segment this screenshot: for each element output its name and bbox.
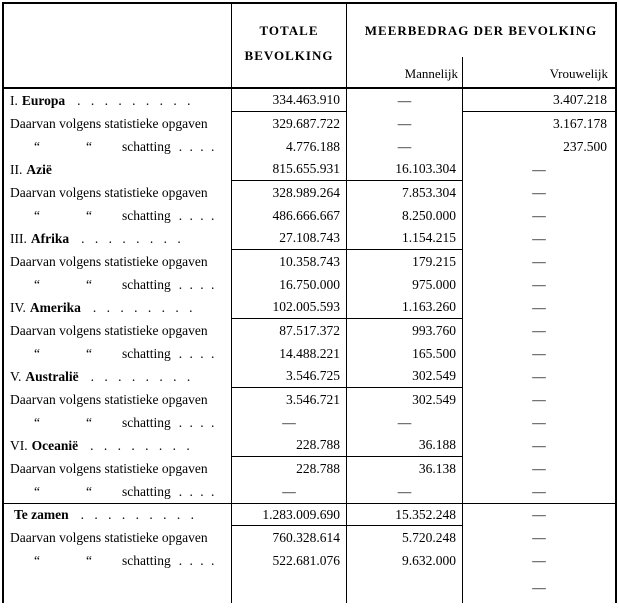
totale-bevolking-header	[232, 4, 347, 87]
row-label-prefix: III.	[10, 230, 27, 246]
dot-leader: . . . .	[178, 138, 215, 154]
vrouwelijk-cell: —	[532, 322, 546, 338]
dot-leader: . . . . . . . .	[90, 368, 191, 384]
meerbedrag-header-title: MEERBEDRAG DER BEVOLKING	[364, 23, 598, 38]
row-label	[4, 365, 232, 388]
table-body	[4, 89, 615, 603]
dot-leader: . . . .	[178, 414, 215, 430]
totale-bevolking-cell: 486.666.667	[232, 204, 347, 227]
ditto-mark: “	[34, 483, 40, 499]
table-row	[4, 158, 615, 181]
table-row	[4, 388, 615, 411]
totale-bevolking-cell: 815.655.931	[232, 158, 347, 181]
row-label	[4, 434, 232, 457]
vrouwelijk-cell: —	[532, 507, 546, 522]
totale-bevolking-cell: 228.788	[232, 457, 347, 480]
row-label	[4, 549, 232, 572]
table-row	[4, 135, 615, 158]
table-row	[4, 204, 615, 227]
row-label-name: Afrika	[30, 230, 70, 246]
vrouwelijk-cell: —	[532, 161, 546, 177]
totale-bevolking-cell	[232, 572, 347, 603]
row-label-prefix: I.	[10, 92, 18, 108]
mannelijk-cell: 8.250.000	[347, 204, 463, 227]
dot-leader: . . . .	[178, 207, 215, 223]
dot-leader: . . . . . . . .	[81, 230, 181, 246]
table-row	[4, 457, 615, 480]
row-label-text: schatting	[122, 207, 171, 223]
totale-header-line1: TOTALE	[259, 23, 319, 38]
meerbedrag-header-group	[347, 4, 615, 87]
totale-bevolking-cell: 4.776.188	[232, 135, 347, 158]
dot-leader: . . . . . . . .	[90, 437, 190, 453]
row-label	[4, 112, 232, 135]
totale-bevolking-cell: 87.517.372	[232, 319, 347, 342]
mannelijk-cell: 9.632.000	[347, 549, 463, 572]
table-row	[4, 572, 615, 603]
vrouwelijk-subheader: Vrouwelijk	[549, 66, 608, 81]
ditto-mark: “	[86, 207, 92, 223]
row-label	[4, 158, 232, 181]
totale-bevolking-cell: —	[232, 411, 347, 434]
row-label	[4, 480, 232, 503]
vrouwelijk-cell: —	[532, 207, 546, 223]
row-label-prefix: II.	[10, 161, 23, 177]
row-label	[4, 526, 232, 549]
table-row	[4, 411, 615, 434]
table-row	[4, 296, 615, 319]
ditto-mark: “	[86, 414, 92, 430]
row-label-text: Daarvan volgens statistieke opgaven	[10, 391, 208, 407]
ditto-mark: “	[34, 552, 40, 568]
vrouwelijk-cell: —	[532, 230, 546, 246]
dot-leader: . . . . . . . .	[92, 299, 193, 315]
row-label	[4, 342, 232, 365]
totale-bevolking-cell: —	[232, 480, 347, 503]
table-row	[4, 434, 615, 457]
vrouwelijk-cell: —	[532, 483, 546, 499]
row-label-name: Azië	[26, 161, 52, 177]
vrouwelijk-cell: 237.500	[563, 138, 607, 154]
ditto-mark: “	[34, 276, 40, 292]
mannelijk-cell: 302.549	[347, 365, 463, 388]
totale-bevolking-cell: 334.463.910	[232, 89, 347, 112]
vrouwelijk-cell: —	[532, 368, 546, 384]
table-row	[4, 250, 615, 273]
mannelijk-cell: 993.760	[347, 319, 463, 342]
vrouwelijk-cell: —	[532, 579, 546, 595]
ditto-mark: “	[34, 138, 40, 154]
row-label	[4, 227, 232, 250]
row-label-name: Australië	[25, 368, 79, 384]
dot-leader: . . . . . . . . .	[80, 507, 194, 522]
table-row	[4, 89, 615, 112]
table-row	[4, 549, 615, 572]
row-label-prefix: VI.	[10, 437, 28, 453]
table-row	[4, 227, 615, 250]
vrouwelijk-cell: —	[532, 529, 546, 545]
empty-corner-cell	[4, 4, 232, 87]
mannelijk-cell: 5.720.248	[347, 526, 463, 549]
row-label-name: Europa	[21, 92, 66, 108]
table-row	[4, 526, 615, 549]
ditto-mark: “	[34, 207, 40, 223]
vrouwelijk-cell: —	[532, 391, 546, 407]
meerbedrag-subheader-row	[347, 57, 615, 87]
mannelijk-cell: 1.154.215	[347, 227, 463, 250]
dot-leader: . . . . . . . . .	[77, 92, 191, 108]
mannelijk-cell: 7.853.304	[347, 181, 463, 204]
vrouwelijk-cell: —	[532, 184, 546, 200]
row-label-text: schatting	[122, 138, 171, 154]
vrouwelijk-cell: 3.167.178	[553, 115, 607, 131]
row-label-text: Daarvan volgens statistieke opgaven	[10, 322, 208, 338]
totale-bevolking-cell: 328.989.264	[232, 181, 347, 204]
mannelijk-cell: 302.549	[347, 388, 463, 411]
row-label-text: schatting	[122, 345, 171, 361]
mannelijk-subheader: Mannelijk	[347, 57, 463, 87]
row-label-text: Daarvan volgens statistieke opgaven	[10, 529, 208, 545]
dot-leader: . . . .	[178, 483, 215, 499]
row-label-name: Oceanië	[31, 437, 79, 453]
row-label	[4, 273, 232, 296]
mannelijk-cell: 1.163.260	[347, 296, 463, 319]
row-label	[4, 250, 232, 273]
totale-bevolking-cell: 14.488.221	[232, 342, 347, 365]
vrouwelijk-cell: —	[532, 460, 546, 476]
row-label-text: schatting	[122, 414, 171, 430]
vrouwelijk-cell: —	[532, 414, 546, 430]
totale-bevolking-cell: 102.005.593	[232, 296, 347, 319]
vrouwelijk-cell: —	[532, 552, 546, 568]
totale-bevolking-cell: 1.283.009.690	[232, 504, 347, 526]
table-row	[4, 112, 615, 135]
row-label-prefix: IV.	[10, 299, 26, 315]
table-row	[4, 342, 615, 365]
mannelijk-cell: 36.188	[347, 434, 463, 457]
totale-bevolking-cell: 760.328.614	[232, 526, 347, 549]
row-label	[4, 504, 232, 526]
totale-bevolking-cell: 3.546.725	[232, 365, 347, 388]
totale-bevolking-cell: 329.687.722	[232, 112, 347, 135]
row-label-text: Daarvan volgens statistieke opgaven	[10, 460, 208, 476]
table-row	[4, 503, 615, 526]
dot-leader: . . . .	[178, 276, 215, 292]
mannelijk-cell: —	[347, 89, 463, 112]
ditto-mark: “	[86, 483, 92, 499]
mannelijk-cell: 16.103.304	[347, 158, 463, 181]
dot-leader: . . . .	[178, 552, 215, 568]
totale-bevolking-cell: 10.358.743	[232, 250, 347, 273]
dot-leader: . . . .	[178, 345, 215, 361]
row-label-prefix: V.	[10, 368, 22, 384]
row-label	[4, 388, 232, 411]
row-label	[4, 457, 232, 480]
totale-bevolking-cell: 228.788	[232, 434, 347, 457]
ditto-mark: “	[86, 552, 92, 568]
row-label	[4, 319, 232, 342]
row-label	[4, 411, 232, 434]
row-label	[4, 204, 232, 227]
mannelijk-cell: 15.352.248	[347, 504, 463, 526]
row-label-name: Amerika	[29, 299, 81, 315]
table-row	[4, 181, 615, 204]
table-row	[4, 319, 615, 342]
row-label-text: Daarvan volgens statistieke opgaven	[10, 115, 208, 131]
vrouwelijk-cell: —	[532, 345, 546, 361]
row-label	[4, 135, 232, 158]
row-label-text: schatting	[122, 483, 171, 499]
ditto-mark: “	[86, 345, 92, 361]
mannelijk-cell: 165.500	[347, 342, 463, 365]
totale-bevolking-cell: 27.108.743	[232, 227, 347, 250]
mannelijk-cell: 179.215	[347, 250, 463, 273]
table-header	[4, 4, 615, 89]
mannelijk-cell: 975.000	[347, 273, 463, 296]
table-row	[4, 273, 615, 296]
vrouwelijk-cell: —	[532, 437, 546, 453]
vrouwelijk-cell: —	[532, 299, 546, 315]
vrouwelijk-cell: —	[532, 276, 546, 292]
mannelijk-cell	[347, 572, 463, 603]
table-row	[4, 365, 615, 388]
ditto-mark: “	[86, 276, 92, 292]
mannelijk-cell: —	[347, 135, 463, 158]
row-label-text: schatting	[122, 552, 171, 568]
row-label-text: schatting	[122, 276, 171, 292]
row-label	[4, 181, 232, 204]
mannelijk-cell: —	[347, 411, 463, 434]
ditto-mark: “	[86, 138, 92, 154]
mannelijk-cell: —	[347, 112, 463, 135]
population-table	[2, 2, 617, 603]
row-label	[4, 572, 232, 603]
totale-bevolking-cell: 522.681.076	[232, 549, 347, 572]
ditto-mark: “	[34, 414, 40, 430]
mannelijk-cell: 36.138	[347, 457, 463, 480]
row-label-text: Daarvan volgens statistieke opgaven	[10, 184, 208, 200]
vrouwelijk-cell: —	[532, 253, 546, 269]
totale-bevolking-cell: 16.750.000	[232, 273, 347, 296]
row-label-name: Te zamen	[14, 507, 69, 522]
table-row	[4, 480, 615, 503]
row-label	[4, 89, 232, 112]
totale-header-line2: BEVOLKING	[244, 48, 334, 63]
mannelijk-cell: —	[347, 480, 463, 503]
row-label-text: Daarvan volgens statistieke opgaven	[10, 253, 208, 269]
vrouwelijk-cell: 3.407.218	[463, 89, 615, 112]
totale-bevolking-cell: 3.546.721	[232, 388, 347, 411]
ditto-mark: “	[34, 345, 40, 361]
row-label	[4, 296, 232, 319]
